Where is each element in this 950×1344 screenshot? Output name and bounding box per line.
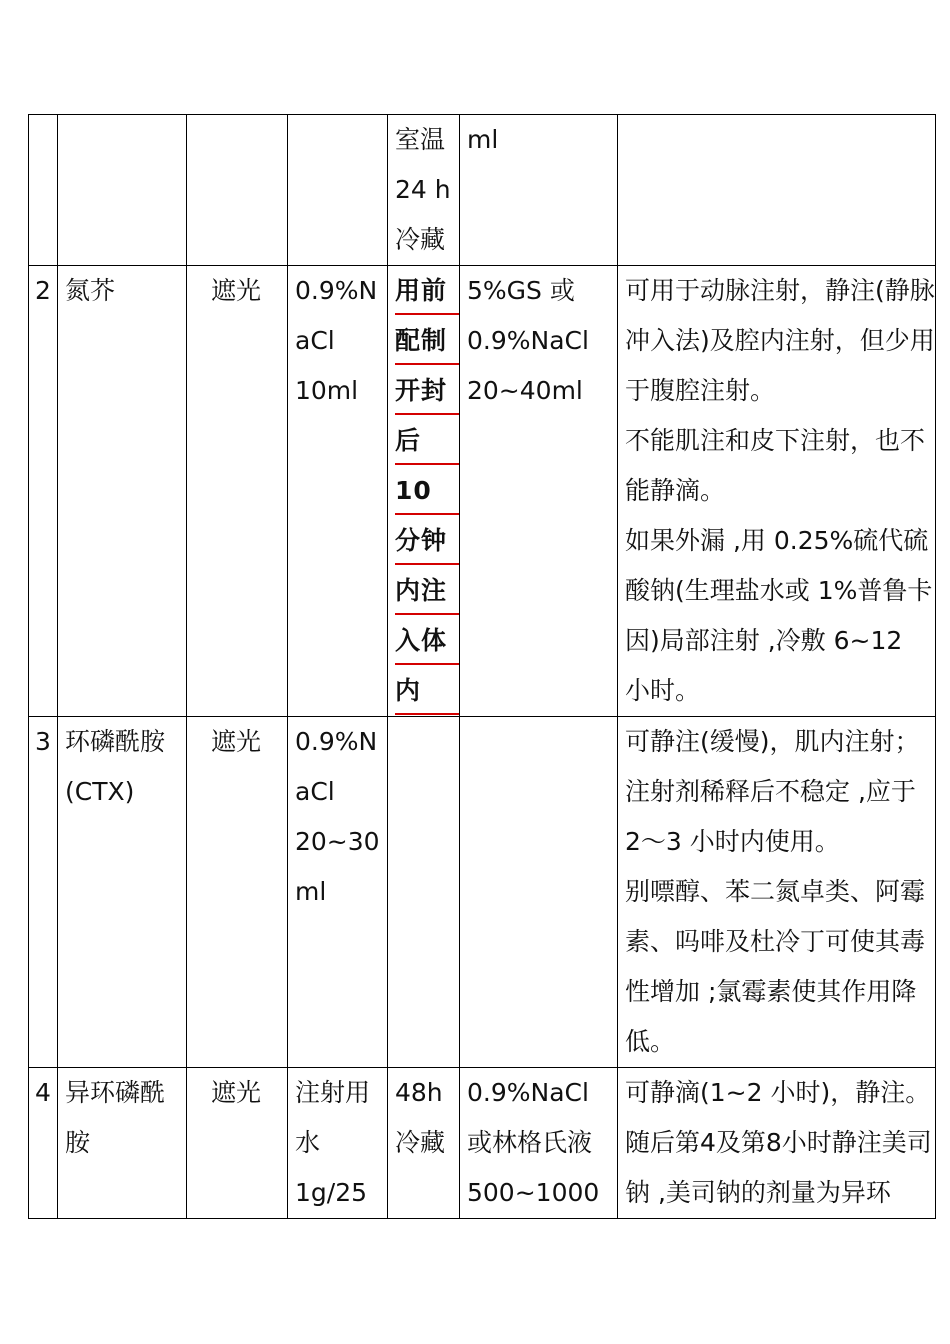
drug-name: 氮芥 (65, 276, 116, 305)
drug-name: 异环磷酰 (65, 1078, 166, 1107)
solvent-cell (288, 115, 388, 266)
dilution-cell (460, 717, 618, 1068)
row-number-cell: 3 (29, 717, 58, 1068)
dilution-line: 5%GS 或 (467, 276, 575, 305)
solvent-cell (288, 1068, 388, 1219)
drug-name-cell (58, 115, 187, 266)
row-number-cell (29, 115, 58, 266)
drug-name: 环磷酰胺 (65, 727, 166, 756)
stability-emphasis-line: 后 (395, 416, 459, 466)
dilution-line: ml (467, 125, 499, 154)
drug-name-abbr: (CTX) (65, 777, 135, 806)
dilution-line: 0.9%NaCl (467, 1078, 589, 1107)
dilution-line: 0.9%NaCl (467, 326, 589, 355)
drug-name-cell (58, 266, 187, 717)
notes-cell (618, 1068, 936, 1219)
drug-name: 胺 (65, 1128, 91, 1157)
dilution-cell (460, 1068, 618, 1219)
stability-emphasis-line: 内 (395, 666, 459, 716)
row-number-cell: 4 (29, 1068, 58, 1219)
dilution-line: 20~40ml (467, 376, 583, 405)
dilution-line: 或林格氏液 (467, 1128, 593, 1157)
stability-emphasis-line: 内注 (395, 566, 459, 616)
light-cell (187, 266, 288, 717)
solvent-line: 0.9%N (295, 276, 378, 305)
drug-name-cell (58, 717, 187, 1068)
note-paragraph: 可静注(缓慢)，肌内注射；注射剂稀释后不稳定 ,应于 2～3 小时内使用。 (625, 727, 920, 856)
table-row (29, 115, 936, 266)
stability-cell (388, 266, 460, 717)
solvent-line: 0.9%N (295, 727, 378, 756)
stability-emphasis-line: 开封 (395, 366, 459, 416)
solvent-cell (288, 266, 388, 717)
solvent-line: ml (295, 877, 327, 906)
solvent-line: 20~30 (295, 827, 380, 856)
stability-emphasis-line: 分钟 (395, 516, 459, 566)
solvent-line: 注射用 (295, 1078, 371, 1107)
solvent-line: aCl (295, 326, 335, 355)
stability-line: 冷藏 (395, 225, 446, 254)
stability-cell (388, 1068, 460, 1219)
stability-line: 室温 (395, 125, 446, 154)
note-paragraph: 可静滴(1~2 小时)，静注。随后第4及第8小时静注美司钠 ,美司钠的剂量为异环 (625, 1078, 932, 1207)
solvent-line: 水 (295, 1128, 321, 1157)
light-cell (187, 717, 288, 1068)
stability-emphasis-line: 10 (395, 466, 459, 516)
note-paragraph: 不能肌注和皮下注射，也不能静滴。 (625, 426, 926, 505)
stability-line: 24 h (395, 175, 451, 204)
dilution-cell (460, 115, 618, 266)
light-protection: 遮光 (211, 727, 262, 756)
stability-cell (388, 717, 460, 1068)
table-row (29, 266, 936, 717)
drug-name-cell (58, 1068, 187, 1219)
dilution-line: 500~1000 (467, 1178, 600, 1207)
dilution-cell (460, 266, 618, 717)
solvent-cell (288, 717, 388, 1068)
solvent-line: 1g/25 (295, 1178, 368, 1207)
notes-cell (618, 115, 936, 266)
stability-emphasis-line: 入体 (395, 616, 459, 666)
drug-table (28, 114, 936, 1219)
solvent-line: 10ml (295, 376, 359, 405)
row-number-cell: 2 (29, 266, 58, 717)
light-protection: 遮光 (211, 276, 262, 305)
light-protection: 遮光 (211, 1078, 262, 1107)
stability-cell (388, 115, 460, 266)
solvent-line: aCl (295, 777, 335, 806)
stability-emphasis-line: 配制 (395, 316, 459, 366)
note-paragraph: 可用于动脉注射，静注(静脉冲入法)及腔内注射，但少用于腹腔注射。 (625, 276, 935, 405)
note-paragraph: 别嘌醇、苯二氮卓类、阿霉素、吗啡及杜冷丁可使其毒性增加 ;氯霉素使其作用降低。 (625, 877, 926, 1056)
notes-cell (618, 266, 936, 717)
note-paragraph: 如果外漏 ,用 0.25%硫代硫酸钠(生理盐水或 1%普鲁卡因)局部注射 ,冷敷 6~12 小时。 (625, 526, 933, 705)
stability-line: 48h (395, 1078, 443, 1107)
table-row (29, 1068, 936, 1219)
stability-line: 冷藏 (395, 1128, 446, 1157)
stability-emphasis-line: 用前 (395, 266, 459, 316)
light-cell (187, 115, 288, 266)
notes-cell (618, 717, 936, 1068)
light-cell (187, 1068, 288, 1219)
table-row (29, 717, 936, 1068)
